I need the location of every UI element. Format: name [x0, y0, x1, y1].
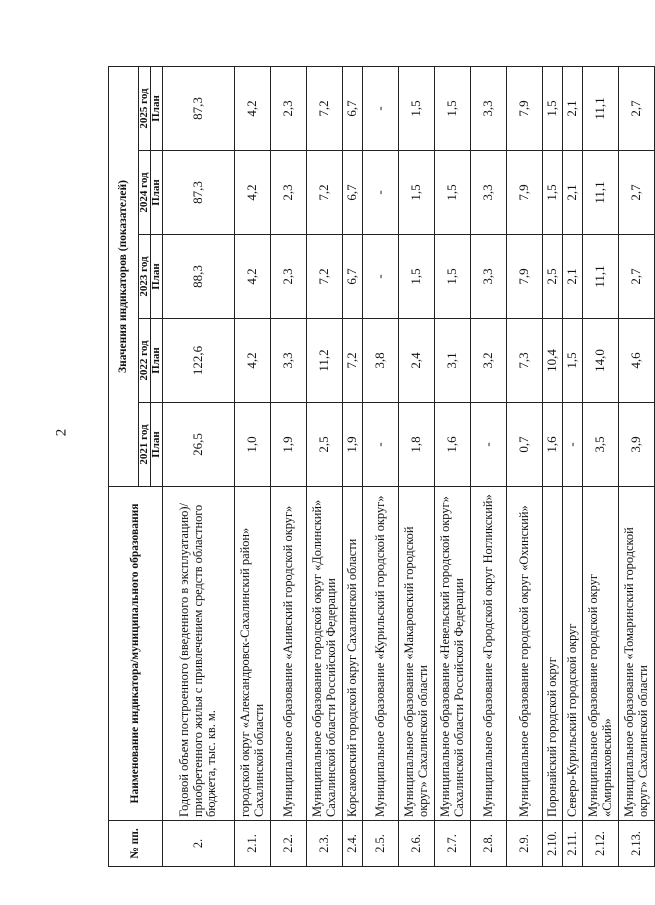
table-row — [543, 66, 563, 866]
row-value: 87,3 — [163, 151, 235, 235]
header-year: 2023 год — [139, 235, 151, 319]
row-value: 7,2 — [307, 151, 343, 235]
table-row — [563, 66, 583, 866]
row-value: 4,2 — [235, 66, 271, 150]
row-name: Муниципальное образование городской округ «Охинский» — [507, 487, 543, 821]
row-name: Годовой объем построенного (введенного в эксплуатацию)/приобретенного жилья с привлечением средств областного бюджета, тыс. кв. м. — [163, 487, 235, 821]
table-row — [507, 66, 543, 866]
row-value: 2,1 — [563, 151, 583, 235]
row-value: 3,8 — [363, 319, 399, 403]
row-value: - — [363, 235, 399, 319]
row-value: 88,3 — [163, 235, 235, 319]
row-value: - — [471, 403, 507, 487]
row-value: 10,4 — [543, 319, 563, 403]
row-name: Муниципальное образование «Анивский городской округ» — [271, 487, 307, 821]
row-value: 1,5 — [435, 66, 471, 150]
header-plan: План — [151, 235, 163, 319]
row-value: 7,2 — [307, 66, 343, 150]
row-value: - — [363, 66, 399, 150]
row-name: Муниципальное образование «Курильский городской округ» — [363, 487, 399, 821]
row-value: 3,2 — [471, 319, 507, 403]
table-row — [435, 66, 471, 866]
row-value: 3,3 — [471, 235, 507, 319]
row-number: 2.2. — [271, 821, 307, 867]
row-value: 2,7 — [619, 66, 655, 150]
row-value: 7,2 — [307, 235, 343, 319]
row-value: 11,1 — [583, 235, 619, 319]
row-number: 2.8. — [471, 821, 507, 867]
row-value: 7,3 — [507, 319, 543, 403]
header-values-group: Значения индикаторов (показателей) — [109, 66, 139, 486]
table-row — [363, 66, 399, 866]
header-plan: План — [151, 66, 163, 150]
row-value: 14,0 — [583, 319, 619, 403]
row-number: 2.9. — [507, 821, 543, 867]
row-value: - — [563, 403, 583, 487]
table-row — [343, 66, 363, 866]
row-value: - — [363, 151, 399, 235]
header-plan: План — [151, 319, 163, 403]
row-value: 3,5 — [583, 403, 619, 487]
row-number: 2.6. — [399, 821, 435, 867]
indicators-table — [108, 66, 655, 867]
row-number: 2.7. — [435, 821, 471, 867]
row-value: 122,6 — [163, 319, 235, 403]
table-row — [235, 66, 271, 866]
row-name: Корсаковский городской округ Сахалинской области — [343, 487, 363, 821]
page-number: 2 — [53, 428, 70, 437]
row-value: 2,5 — [543, 235, 563, 319]
row-name: Муниципальное образование «Невельский городской округ» Сахалинской области Российской Федерации — [435, 487, 471, 821]
row-name: Муниципальное образование «Городской округ Ногликский» — [471, 487, 507, 821]
row-value: 1,9 — [343, 403, 363, 487]
row-value: 7,9 — [507, 66, 543, 150]
header-num: № пп. — [109, 821, 163, 867]
row-name: Северо-Курильский городской округ — [563, 487, 583, 821]
row-value: 6,7 — [343, 235, 363, 319]
header-year: 2025 год — [139, 66, 151, 150]
row-value: 7,9 — [507, 235, 543, 319]
row-value: 4,2 — [235, 319, 271, 403]
row-name: Поронайский городской округ — [543, 487, 563, 821]
header-plan: План — [151, 403, 163, 487]
row-value: 4,2 — [235, 235, 271, 319]
row-value: 3,3 — [471, 66, 507, 150]
row-value: 1,5 — [399, 235, 435, 319]
table-row — [163, 66, 235, 866]
table-row — [583, 66, 619, 866]
row-value: 2,4 — [399, 319, 435, 403]
row-value: 2,3 — [271, 235, 307, 319]
row-number: 2. — [163, 821, 235, 867]
row-value: 1,5 — [435, 235, 471, 319]
row-number: 2.1. — [235, 821, 271, 867]
row-value: 1,5 — [563, 319, 583, 403]
row-value: 1,5 — [543, 151, 563, 235]
row-value: - — [363, 403, 399, 487]
row-value: 2,5 — [307, 403, 343, 487]
header-plan: План — [151, 151, 163, 235]
row-value: 1,6 — [543, 403, 563, 487]
table-row — [619, 66, 655, 866]
row-number: 2.5. — [363, 821, 399, 867]
row-number: 2.11. — [563, 821, 583, 867]
row-value: 1,5 — [399, 66, 435, 150]
row-value: 7,2 — [343, 319, 363, 403]
header-year: 2024 год — [139, 151, 151, 235]
table-row — [271, 66, 307, 866]
row-value: 11,2 — [307, 319, 343, 403]
table-row — [399, 66, 435, 866]
row-value: 26,5 — [163, 403, 235, 487]
row-value: 1,5 — [435, 151, 471, 235]
row-value: 3,3 — [471, 151, 507, 235]
row-value: 6,7 — [343, 151, 363, 235]
table-row — [471, 66, 507, 866]
row-value: 4,6 — [619, 319, 655, 403]
row-number: 2.10. — [543, 821, 563, 867]
row-name: Муниципальное образование «Томаринский городской округ» Сахалинской области — [619, 487, 655, 821]
row-value: 2,1 — [563, 235, 583, 319]
row-value: 3,3 — [271, 319, 307, 403]
row-value: 6,7 — [343, 66, 363, 150]
row-value: 1,5 — [399, 151, 435, 235]
header-year: 2022 год — [139, 319, 151, 403]
row-value: 11,1 — [583, 151, 619, 235]
row-number: 2.12. — [583, 821, 619, 867]
row-value: 1,6 — [435, 403, 471, 487]
header-name: Наименование индикатора/муниципального образования — [109, 487, 163, 821]
row-number: 2.4. — [343, 821, 363, 867]
row-value: 3,9 — [619, 403, 655, 487]
row-value: 1,5 — [543, 66, 563, 150]
row-value: 87,3 — [163, 66, 235, 150]
row-value: 0,7 — [507, 403, 543, 487]
header-row-group — [109, 66, 139, 866]
row-name: городской округ «Александровск-Сахалинский район» Сахалинской области — [235, 487, 271, 821]
rotated-table-container — [108, 67, 650, 867]
row-name: Муниципальное образование «Макаровский городской округ» Сахалинской области — [399, 487, 435, 821]
header-year: 2021 год — [139, 403, 151, 487]
row-value: 11,1 — [583, 66, 619, 150]
row-value: 2,3 — [271, 66, 307, 150]
row-name: Муниципальное образование городской округ «Смирныховский» — [583, 487, 619, 821]
row-number: 2.3. — [307, 821, 343, 867]
row-value: 1,0 — [235, 403, 271, 487]
table-row — [307, 66, 343, 866]
row-value: 4,2 — [235, 151, 271, 235]
row-value: 7,9 — [507, 151, 543, 235]
row-value: 2,7 — [619, 151, 655, 235]
row-value: 1,8 — [399, 403, 435, 487]
row-number: 2.13. — [619, 821, 655, 867]
row-value: 2,7 — [619, 235, 655, 319]
row-value: 2,1 — [563, 66, 583, 150]
row-value: 2,3 — [271, 151, 307, 235]
row-name: Муниципальное образование городской округ «Долинский» Сахалинской области Российской Федерации — [307, 487, 343, 821]
row-value: 1,9 — [271, 403, 307, 487]
row-value: 3,1 — [435, 319, 471, 403]
